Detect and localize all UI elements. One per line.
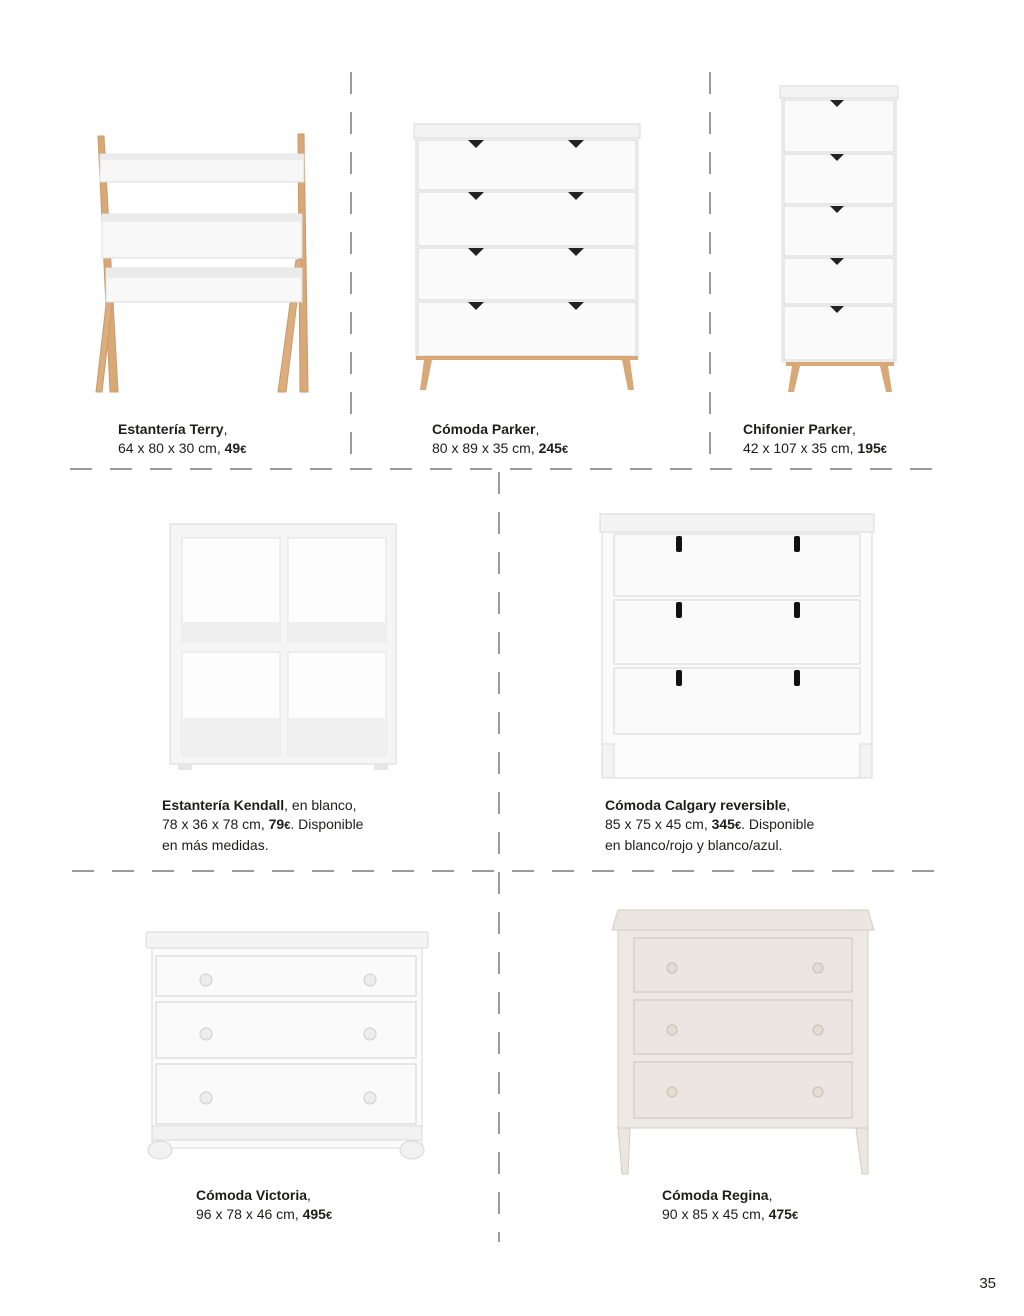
product-name: Estantería Terry xyxy=(118,421,224,437)
product-image-parker-chiffonier xyxy=(778,86,902,396)
product-name: Chifonier Parker xyxy=(743,421,852,437)
divider-vertical-top-left xyxy=(350,72,352,472)
product-image-parker-dresser xyxy=(410,124,644,394)
product-price: 345 xyxy=(711,816,735,832)
caption-regina: Cómoda Regina, 90 x 85 x 45 cm, 475€ xyxy=(662,1187,799,1222)
product-image-kendall-shelf xyxy=(168,522,400,772)
product-availability: en blanco/rojo y blanco/azul. xyxy=(605,837,783,853)
product-image-regina-dresser xyxy=(608,908,878,1180)
divider-horizontal-1 xyxy=(70,468,950,470)
product-image-calgary-dresser xyxy=(598,512,878,782)
product-dimensions: 64 x 80 x 30 cm, xyxy=(118,440,225,456)
divider-horizontal-2 xyxy=(72,870,952,872)
caption-parker-dresser: Cómoda Parker, 80 x 89 x 35 cm, 245€ xyxy=(432,421,569,456)
product-dimensions: 80 x 89 x 35 cm, xyxy=(432,440,539,456)
product-name: Cómoda Regina xyxy=(662,1187,769,1203)
product-price: 195 xyxy=(857,440,881,456)
product-dimensions: 85 x 75 x 45 cm, xyxy=(605,816,712,832)
caption-victoria: Cómoda Victoria, 96 x 78 x 46 cm, 495€ xyxy=(196,1187,333,1222)
caption-kendall: Estantería Kendall, en blanco, 78 x 36 x 78 cm, 79€. Disponible en más medidas. xyxy=(162,797,364,853)
product-name: Cómoda Victoria xyxy=(196,1187,307,1203)
caption-calgary: Cómoda Calgary reversible, 85 x 75 x 45 cm, 345€. Disponible en blanco/rojo y blanco/azul. xyxy=(605,797,815,853)
product-dimensions: 78 x 36 x 78 cm, xyxy=(162,816,269,832)
product-price: 245 xyxy=(538,440,562,456)
caption-parker-chiffonier: Chifonier Parker, 42 x 107 x 35 cm, 195€ xyxy=(743,421,887,456)
product-dimensions: 90 x 85 x 45 cm, xyxy=(662,1206,769,1222)
product-price: 495 xyxy=(302,1206,326,1222)
product-image-victoria-dresser xyxy=(144,930,432,1162)
product-name: Estantería Kendall xyxy=(162,797,285,813)
product-image-terry-shelf xyxy=(90,130,320,400)
product-price: 79 xyxy=(268,816,285,832)
page-number: 35 xyxy=(979,1275,996,1292)
caption-terry: Estantería Terry, 64 x 80 x 30 cm, 49€ xyxy=(118,421,247,456)
divider-vertical-bottom xyxy=(498,472,500,1242)
product-name: Cómoda Parker xyxy=(432,421,536,437)
product-dimensions: 96 x 78 x 46 cm, xyxy=(196,1206,303,1222)
divider-vertical-top-right xyxy=(709,72,711,472)
product-price: 49 xyxy=(224,440,241,456)
product-dimensions: 42 x 107 x 35 cm, xyxy=(743,440,858,456)
product-price: 475 xyxy=(768,1206,792,1222)
product-name: Cómoda Calgary reversible xyxy=(605,797,787,813)
product-availability: en más medidas. xyxy=(162,837,269,853)
